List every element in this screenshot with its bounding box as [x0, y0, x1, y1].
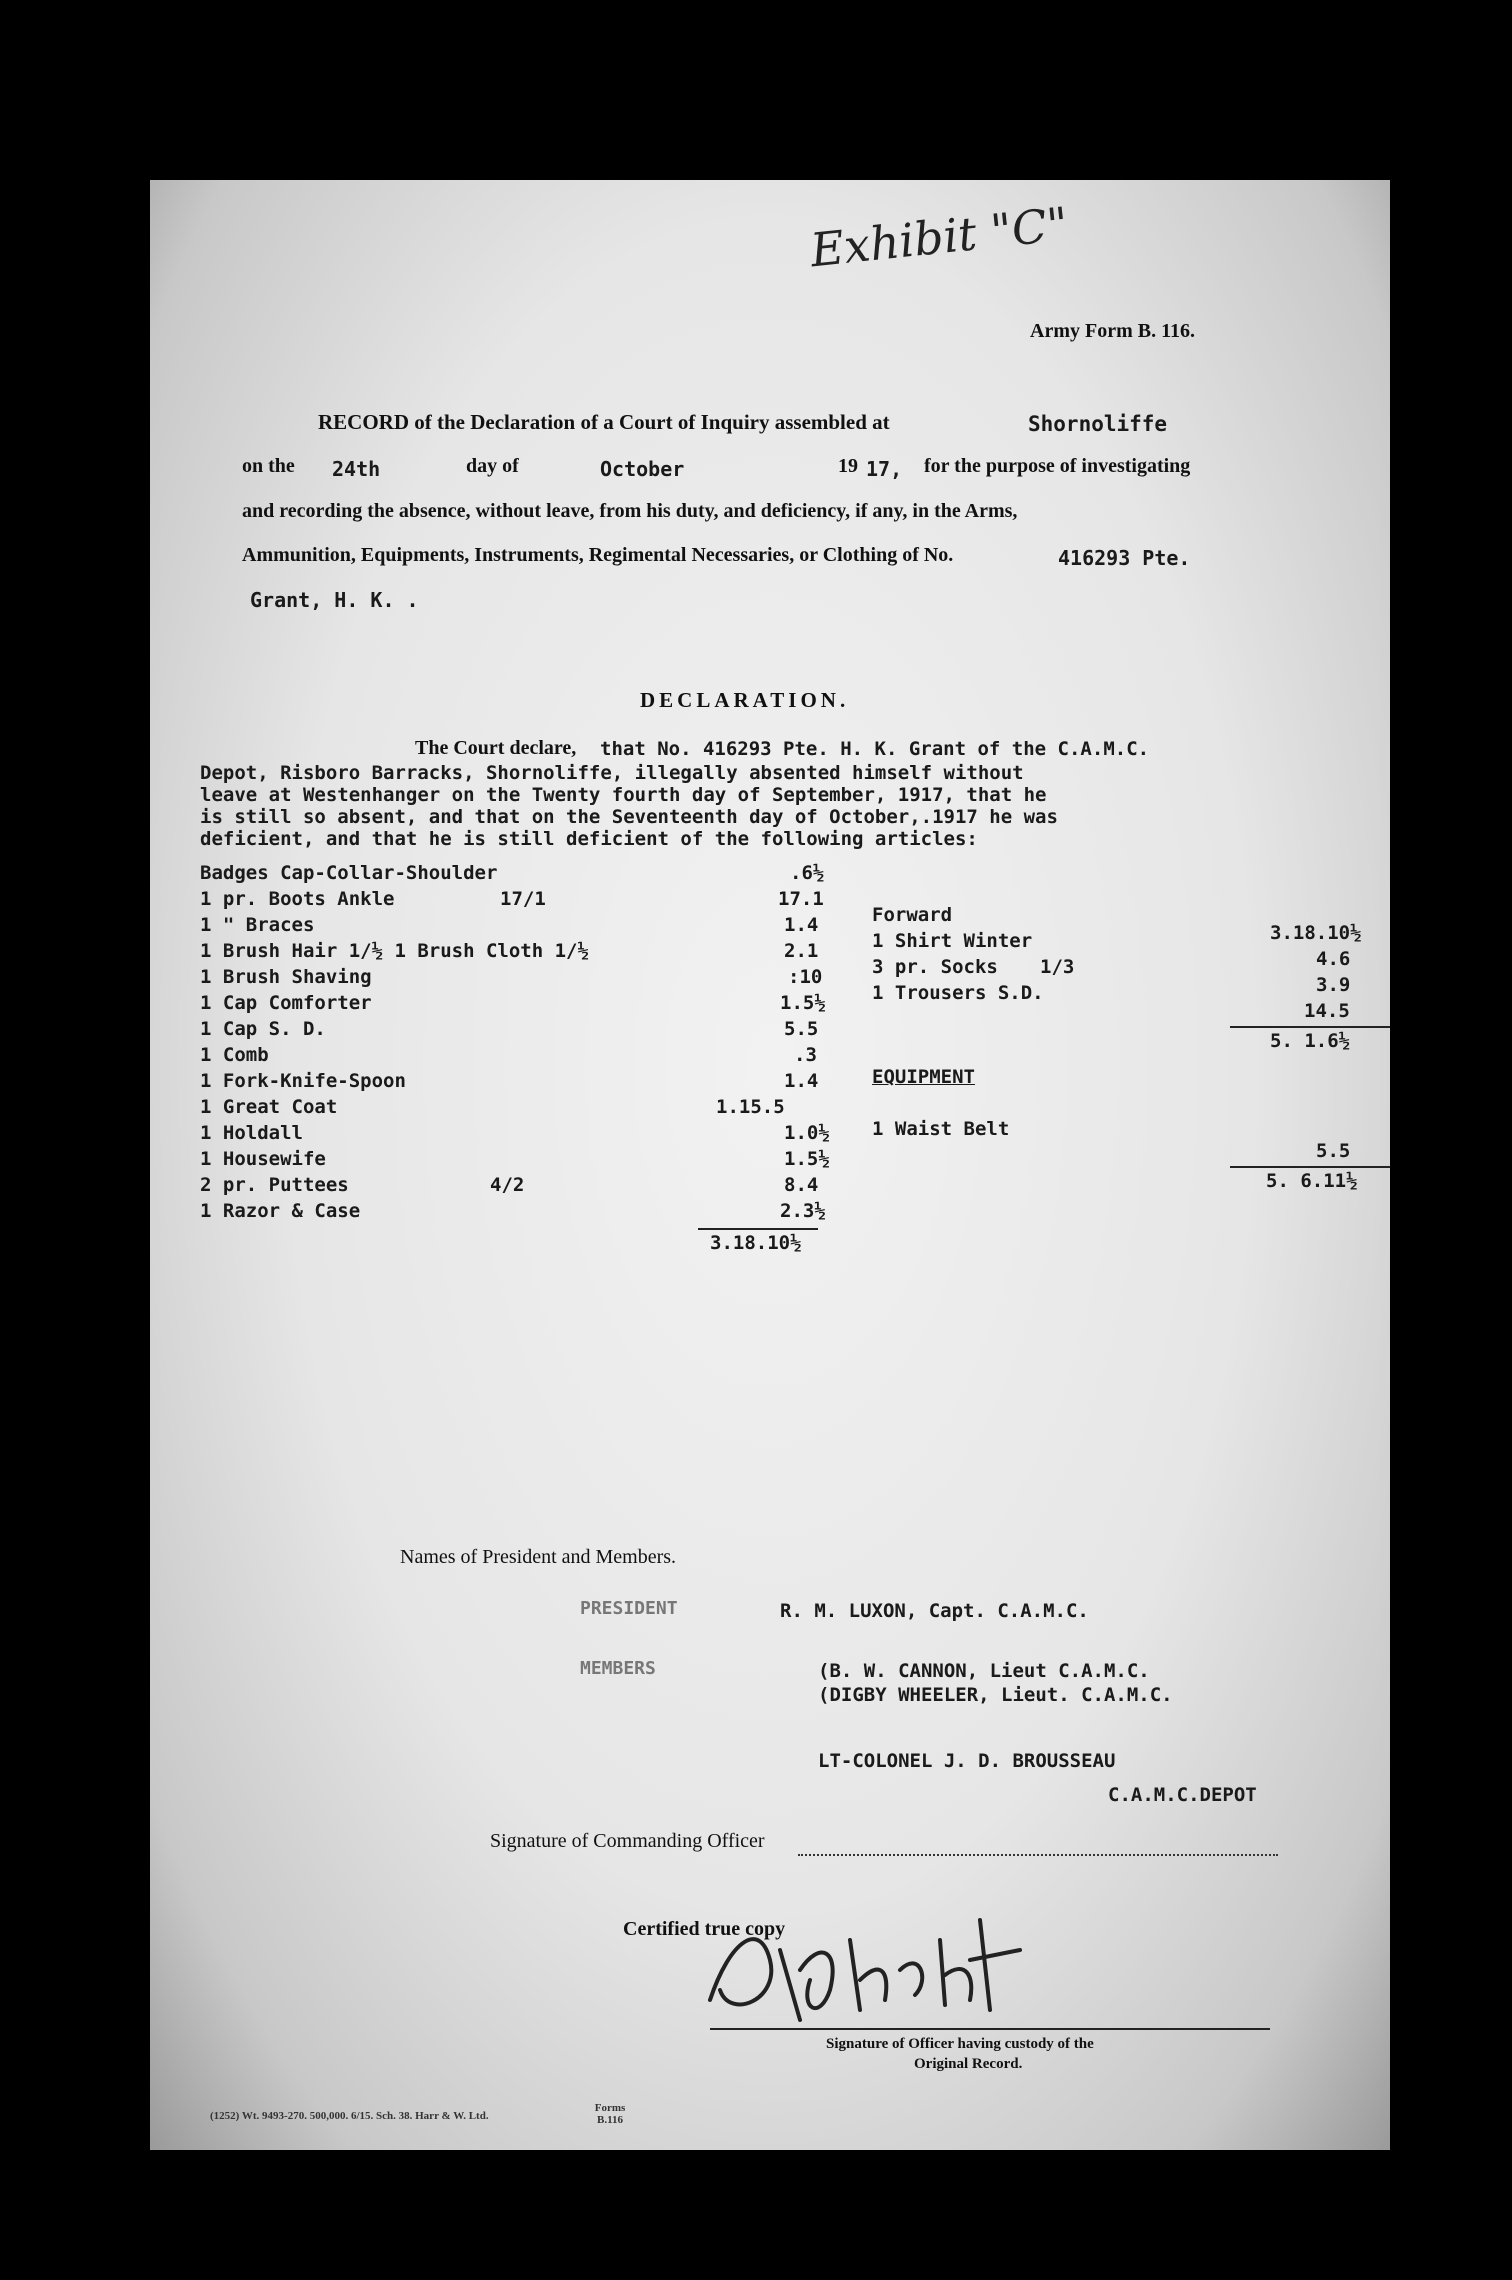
article-item: 1 Brush Hair 1/½ 1 Brush Cloth 1/½: [200, 940, 589, 962]
court-place: Shornoliffe: [1028, 412, 1168, 436]
article-item: 1 Brush Shaving: [200, 966, 372, 988]
equipment-item: 1 Waist Belt: [872, 1118, 1010, 1140]
article-note: 17/1: [500, 888, 546, 910]
forward-item: 1 Trousers S.D.: [872, 982, 1044, 1004]
forward-amount: 4.6: [1316, 948, 1351, 970]
declaration-line-5: deficient, and that he is still deficient of the following articles:: [200, 828, 978, 850]
article-item: 1 pr. Boots Ankle: [200, 888, 395, 910]
record-line-1: RECORD of the Declaration of a Court of Inquiry assembled at: [318, 410, 890, 434]
article-item: 1 Fork-Knife-Spoon: [200, 1070, 406, 1092]
article-item: 1 Cap S. D.: [200, 1018, 326, 1040]
article-note: 4/2: [490, 1174, 525, 1196]
declaration-line-1: that No. 416293 Pte. H. K. Grant of the C.A.M.C.: [600, 738, 1150, 760]
exhibit-mark: Exhibit "C": [807, 196, 1071, 278]
article-item: 1 Housewife: [200, 1148, 326, 1170]
forward-amount: 3.18.10½: [1270, 922, 1362, 944]
article-amount: :10: [788, 966, 823, 988]
forward-amount: 3.9: [1316, 974, 1351, 996]
form-number: Army Form B. 116.: [1030, 320, 1195, 342]
record-line-2-rest: for the purpose of investigating: [924, 455, 1191, 477]
article-item: 1 " Braces: [200, 914, 315, 936]
forward-item: Forward: [872, 904, 953, 926]
member-2: (DIGBY WHEELER, Lieut. C.A.M.C.: [818, 1684, 1173, 1706]
record-line-3: and recording the absence, without leave, from his duty, and deficiency, if any, in the Arms,: [242, 500, 1018, 522]
forward-item: 3 pr. Socks: [872, 956, 998, 978]
co-signature-label: Signature of Commanding Officer: [490, 1830, 765, 1852]
form-stamp: Forms B.116: [594, 2102, 626, 2126]
co-signature-line: [798, 1854, 1278, 1856]
article-amount: 5.5: [784, 1018, 819, 1040]
president-label: PRESIDENT: [580, 1598, 678, 1619]
article-item: Badges Cap-Collar-Shoulder: [200, 862, 498, 884]
article-item: 2 pr. Puttees: [200, 1174, 349, 1196]
day-number: 24th: [332, 457, 381, 481]
article-amount: 1.4: [784, 914, 819, 936]
grand-total-rule: [1230, 1166, 1390, 1168]
custody-label-2: Original Record.: [914, 2056, 1023, 2072]
month: October: [600, 457, 685, 481]
grand-total: 5. 6.11½: [1266, 1170, 1358, 1192]
printer-imprint: (1252) Wt. 9493-270. 500,000. 6/15. Sch. 38. Harr & W. Ltd.: [210, 2110, 489, 2122]
equipment-heading: EQUIPMENT: [872, 1066, 975, 1088]
article-amount: 17.1: [778, 888, 824, 910]
declaration-line-2: Depot, Risboro Barracks, Shornoliffe, illegally absented himself without: [200, 762, 1024, 784]
year-prefix: 19: [838, 455, 858, 477]
certifying-signature: [690, 1880, 1070, 2040]
article-amount: 2.1: [784, 940, 819, 962]
declaration-line-3: leave at Westenhanger on the Twenty fourth day of September, 1917, that he: [200, 784, 1047, 806]
articles-total-rule: [698, 1228, 818, 1230]
declaration-line-4: is still so absent, and that on the Seventeenth day of October,.1917 he was: [200, 806, 1058, 828]
article-amount: 1.15.5: [716, 1096, 785, 1118]
article-amount: 1.0½: [784, 1122, 830, 1144]
custody-label-1: Signature of Officer having custody of the: [826, 2036, 1094, 2052]
declaration-title: DECLARATION.: [640, 688, 850, 712]
commanding-officer-unit: C.A.M.C.DEPOT: [1108, 1784, 1257, 1806]
articles-total: 3.18.10½: [710, 1232, 802, 1254]
president-name: R. M. LUXON, Capt. C.A.M.C.: [780, 1600, 1089, 1622]
article-item: 1 Cap Comforter: [200, 992, 372, 1014]
article-amount: 8.4: [784, 1174, 819, 1196]
soldier-number: 416293 Pte.: [1058, 546, 1191, 570]
forward-item: 1 Shirt Winter: [872, 930, 1033, 952]
year-suffix: 17,: [866, 457, 903, 481]
soldier-name: Grant, H. K. .: [250, 588, 419, 612]
on-the-label: on the: [242, 455, 295, 477]
member-1: (B. W. CANNON, Lieut C.A.M.C.: [818, 1660, 1150, 1682]
equipment-amount: 5.5: [1316, 1140, 1351, 1162]
article-item: 1 Holdall: [200, 1122, 303, 1144]
commanding-officer-name: LT-COLONEL J. D. BROUSSEAU: [818, 1750, 1116, 1772]
forward-subtotal-rule: [1230, 1026, 1390, 1028]
record-line-4: Ammunition, Equipments, Instruments, Regimental Necessaries, or Clothing of No.: [242, 544, 954, 566]
article-amount: 1.5½: [780, 992, 826, 1014]
day-of-label: day of: [466, 455, 519, 477]
article-amount: 1.4: [784, 1070, 819, 1092]
article-amount: .3: [794, 1044, 817, 1066]
article-item: 1 Comb: [200, 1044, 269, 1066]
article-amount: 1.5½: [784, 1148, 830, 1170]
forward-subtotal: 5. 1.6½: [1270, 1030, 1351, 1052]
certified-label: Certified true copy: [623, 1918, 786, 1940]
article-item: 1 Razor & Case: [200, 1200, 361, 1222]
document-page: [150, 180, 1390, 2150]
article-amount: .6½: [790, 862, 825, 884]
forward-amount: 14.5: [1304, 1000, 1350, 1022]
members-label: MEMBERS: [580, 1658, 656, 1679]
declaration-lead: The Court declare,: [415, 737, 577, 759]
article-item: 1 Great Coat: [200, 1096, 338, 1118]
forward-note: 1/3: [1040, 956, 1075, 978]
members-heading: Names of President and Members.: [400, 1546, 677, 1568]
article-amount: 2.3½: [780, 1200, 826, 1222]
custody-signature-line: [710, 2028, 1270, 2030]
